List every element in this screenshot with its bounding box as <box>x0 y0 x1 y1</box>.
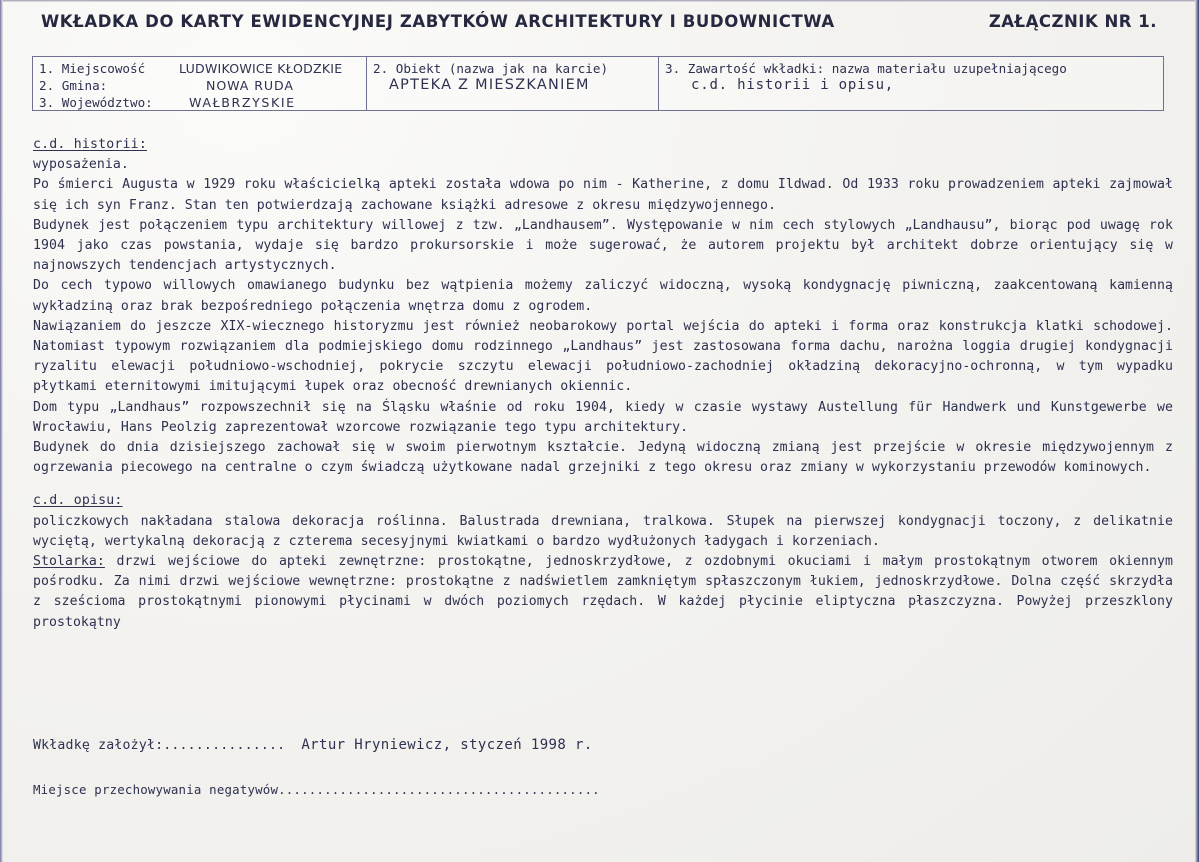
history-paragraph-0: wyposażenia. <box>33 157 129 173</box>
field-commune-label: 2. Gmina: <box>39 78 108 94</box>
field-voivodeship <box>39 94 366 111</box>
joinery-text: drzwi wejściowe do apteki zewnętrzne: prostokątne, jednoskrzydłowe, z ozdobnymi okuciami i małym prostokątnym otworem okiennym pośrodku. Za nimi drzwi wejściowe wewnętrzne: prostokątne z nadświetlem zamkniętym spłaszczonym łukiem, jednoskrzydłowe. Dolna część skrzydła z sześcioma prostokątnymi pionowymi płycinami w dwóch poziomych rzędach. W każdej płycinie eliptyczna płaszczyzna. Powyżej przeszklony prostokątny <box>33 554 1173 630</box>
object-label: 2. Obiekt (nazwa jak na karcie) <box>373 61 609 76</box>
table-cell-object <box>366 57 658 110</box>
field-locality <box>39 60 366 77</box>
history-paragraph-1: Po śmierci Augusta w 1929 roku właścicielką apteki została wdowa po nim - Katherine, z domu Ildwad. Od 1933 roku prowadzeniem apteki zajmował się ich syn Franz. Stan ten potwierdzają zachowane książki adresowe z okresu międzywojennego. <box>33 177 1173 213</box>
footer-author-value: Artur Hryniewicz, styczeń 1998 r. <box>301 737 593 753</box>
document-header <box>41 12 1169 40</box>
joinery-label: Stolarka: <box>33 554 105 570</box>
section-spacer <box>33 478 1173 491</box>
field-voivodeship-label: 3. Województwo: <box>39 95 153 111</box>
description-heading: c.d. opisu: <box>33 493 123 509</box>
table-cell-location <box>33 57 366 110</box>
document-body <box>33 135 1173 633</box>
field-locality-value: LUDWIKOWICE KŁODZKIE <box>179 61 343 76</box>
scan-edge-right <box>1195 0 1199 862</box>
description-paragraph-1: policzkowych nakładana stalowa dekoracja roślinna. Balustrada drewniana, tralkowa. Słupek na pierwszej kondygnacji toczony, z delikatnie wyciętą, wertykalną dekoracją z czterema secesyjnymi kwiatkami o bardzo wydłużonych ładygach i korzeniach. <box>33 513 1173 549</box>
field-locality-label: 1. Miejscowość <box>39 61 146 76</box>
field-voivodeship-value: WAŁBRZYSKIE <box>189 95 296 111</box>
object-value: APTEKA Z MIESZKANIEM <box>389 77 590 94</box>
description-heading-row <box>33 491 1173 511</box>
scan-edge-top <box>0 0 1199 2</box>
field-commune <box>39 77 366 94</box>
identification-table <box>32 56 1164 111</box>
scan-edge-left <box>0 0 3 862</box>
footer-negatives-row: Miejsce przechowywania negatywów.......................................... <box>33 782 600 797</box>
annex-label: ZAŁĄCZNIK NR 1. <box>988 12 1157 31</box>
footer-author-label: Wkładkę założył:............... <box>33 738 286 753</box>
history-paragraph-5: Dom typu „Landhaus” rozpowszechnił się na Śląsku właśnie od roku 1904, kiedy w czasie wystawy Austellung für Handwerk und Kunstgewerbe we Wrocławiu, Hans Peolzig zaprezentował wzorcowe rozwiązanie tego typu architektury. <box>33 399 1173 435</box>
footer-author-row <box>33 735 1133 756</box>
history-heading: c.d. historii: <box>33 137 147 152</box>
history-paragraph-2: Budynek jest połączeniem typu architektury willowej z tzw. „Landhausem”. Występowanie w nim cech stylowych „Landhausu”, biorąc pod uwagę rok 1904 jako czas powstania, wydaje się bardzo prokursorskie i może sugerować, że autorem projektu był architekt dobrze orientujący się w najnowszych tendencjach artystycznych. <box>33 217 1173 274</box>
history-paragraph-6: Budynek do dnia dzisiejszego zachował się w swoim pierwotnym kształcie. Jedyną widoczną zmianą jest przejście w okresie międzywojennym z ogrzewania piecowego na centralne o czym świadczą użytkowane nadal grzejniki z tego okresu oraz zmiany w wykorzystaniu przewodów kominowych. <box>33 440 1173 476</box>
description-paragraph-2 <box>33 552 1173 633</box>
content-label: 3. Zawartość wkładki: nazwa materiału uzupełniającego <box>665 61 1067 76</box>
history-paragraph-4: Nawiązaniem do jeszcze XIX-wiecznego historyzmu jest również neobarokowy portal wejścia do apteki i forma oraz konstrukcja klatki schodowej. Natomiast typowym rozwiązaniem dla podmiejskiego domu rodzinnego „Landhaus” jest zastosowana forma dachu, narożna loggia drugiej kondygnacji ryzalitu elewacji południowo-wschodniej, pokrycie szczytu elewacji południowo-zachodniej okładziną dekoracyjno-ochronną, w tym wypadku płytkami eternitowymi imitującymi łupek oraz obecność drewnianych okiennic. <box>33 318 1173 395</box>
field-commune-value: NOWA RUDA <box>206 78 294 94</box>
history-paragraph-3: Do cech typowo willowych omawianego budynku bez wątpienia możemy zaliczyć widoczną, wysoką kondygnację piwniczną, zaakcentowaną kamienną wykładziną oraz brak bezpośredniego połączenia wnętrza domu z ogrodem. <box>33 278 1173 314</box>
history-heading-row <box>33 135 1173 155</box>
document-footer <box>33 735 1133 800</box>
table-cell-content <box>658 57 1163 110</box>
content-value: c.d. historii i opisu, <box>691 77 895 94</box>
page-title: WKŁADKA DO KARTY EWIDENCYJNEJ ZABYTKÓW ARCHITEKTURY I BUDOWNICTWA <box>41 12 835 31</box>
